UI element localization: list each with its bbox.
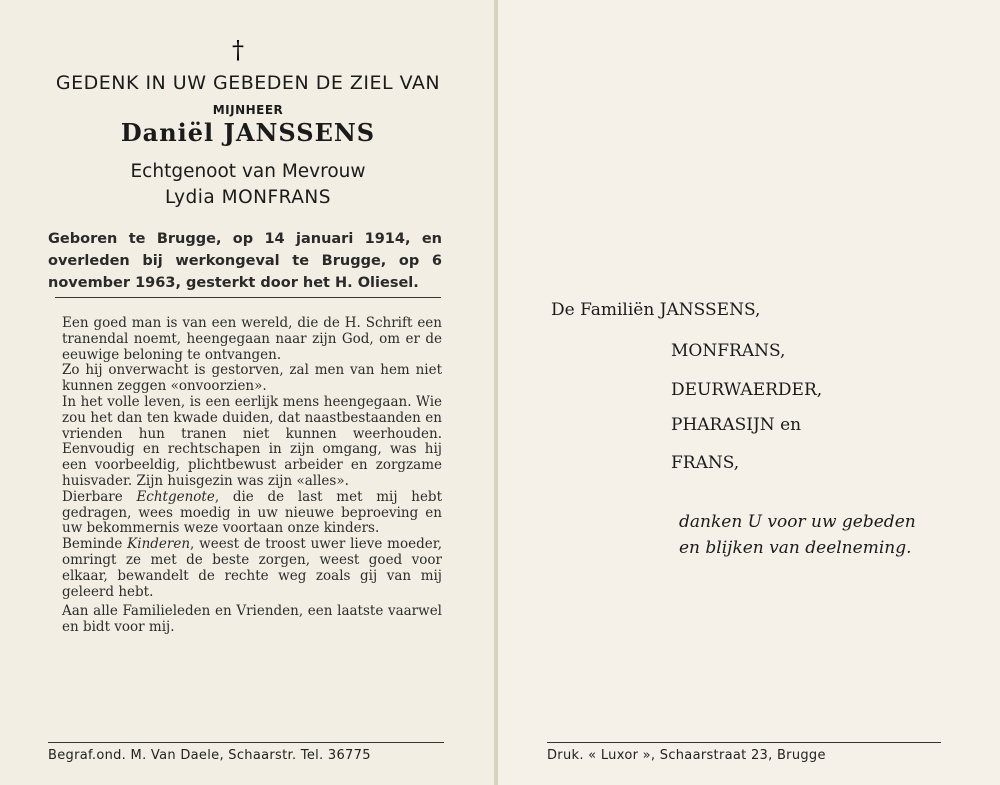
cross-icon: † (232, 36, 244, 64)
family-line-1: De Familiën JANSSENS, (551, 300, 761, 320)
spouse-line: Echtgenoot van Mevrouw (130, 161, 366, 182)
paragraph: Een goed man is van een wereld, die de H. Schrift een tranendal noemt, heengegaan naar zijn God, om er de eeuwige beloning te ontvangen. (62, 315, 442, 363)
paragraph-part: , die de last met mij hebt gedragen, wees moedig in uw nieuwe beproeving en uw bekommernis weze voortaan onze kinders. (62, 488, 442, 537)
printer-credit: Druk. « Luxor », Schaarstraat 23, Brugge (547, 748, 826, 763)
family-line-4: PHARASIJN en (671, 415, 802, 435)
footer-divider (48, 742, 444, 743)
family-line-5: FRANS, (671, 453, 740, 473)
thanks-line-1: danken U voor uw gebeden (679, 512, 916, 532)
paragraph: Zo hij onverwacht is gestorven, zal men van hem niet kunnen zeggen «onvoorzien». (62, 362, 442, 395)
paragraph (62, 490, 442, 537)
divider-line (55, 297, 441, 298)
thanks-line-2: en blijken van deelneming. (679, 538, 912, 558)
paragraph-italic: Echtgenote (136, 488, 215, 505)
deceased-name: Daniël JANSSENS (120, 118, 376, 147)
spouse-name: Lydia MONFRANS (164, 187, 331, 208)
family-line-2: MONFRANS, (671, 341, 786, 361)
birth-death-text: Geboren te Brugge, op 14 januari 1914, en overleden bij werkongeval te Brugge, op 6 november 1963, gesterkt door het H. Oliesel. (48, 231, 442, 291)
paragraph-part: , weest de troost uwer lieve moeder, omringt ze met de beste zorgen, weest goed voor elkaar, bewandelt de rechte weg zoals gij van mij geleerd hebt. (62, 536, 442, 600)
footer-divider (547, 742, 941, 743)
paragraph (62, 537, 442, 600)
remembrance-heading: GEDENK IN UW GEBEDEN DE ZIEL VAN (55, 72, 441, 94)
honorific-title: MIJNHEER (212, 103, 284, 117)
paragraph-italic: Kinderen (127, 536, 191, 553)
funeral-director-credit: Begraf.ond. M. Van Daele, Schaarstr. Tel. 36775 (48, 748, 371, 763)
paragraph: Aan alle Familieleden en Vrienden, een laatste vaarwel en bidt voor mij. (62, 603, 442, 636)
memorial-text (62, 316, 442, 636)
paragraph: In het volle leven, is een eerlijk mens heengegaan. Wie zou het dan ten kwade duiden, dat naastbestaanden en vrienden hun tranen niet kunnen weerhouden. Eenvoudig en rechtschapen in zijn omgang, was hij een voorbeeldig, plichtbewust arbeider en zorgzame huisvader. Zijn huisgezin was zijn «alles». (62, 393, 442, 489)
paragraph-part: Dierbare (62, 488, 137, 505)
family-line-3: DEURWAERDER, (671, 380, 823, 400)
paragraph-part: Beminde (62, 536, 128, 553)
